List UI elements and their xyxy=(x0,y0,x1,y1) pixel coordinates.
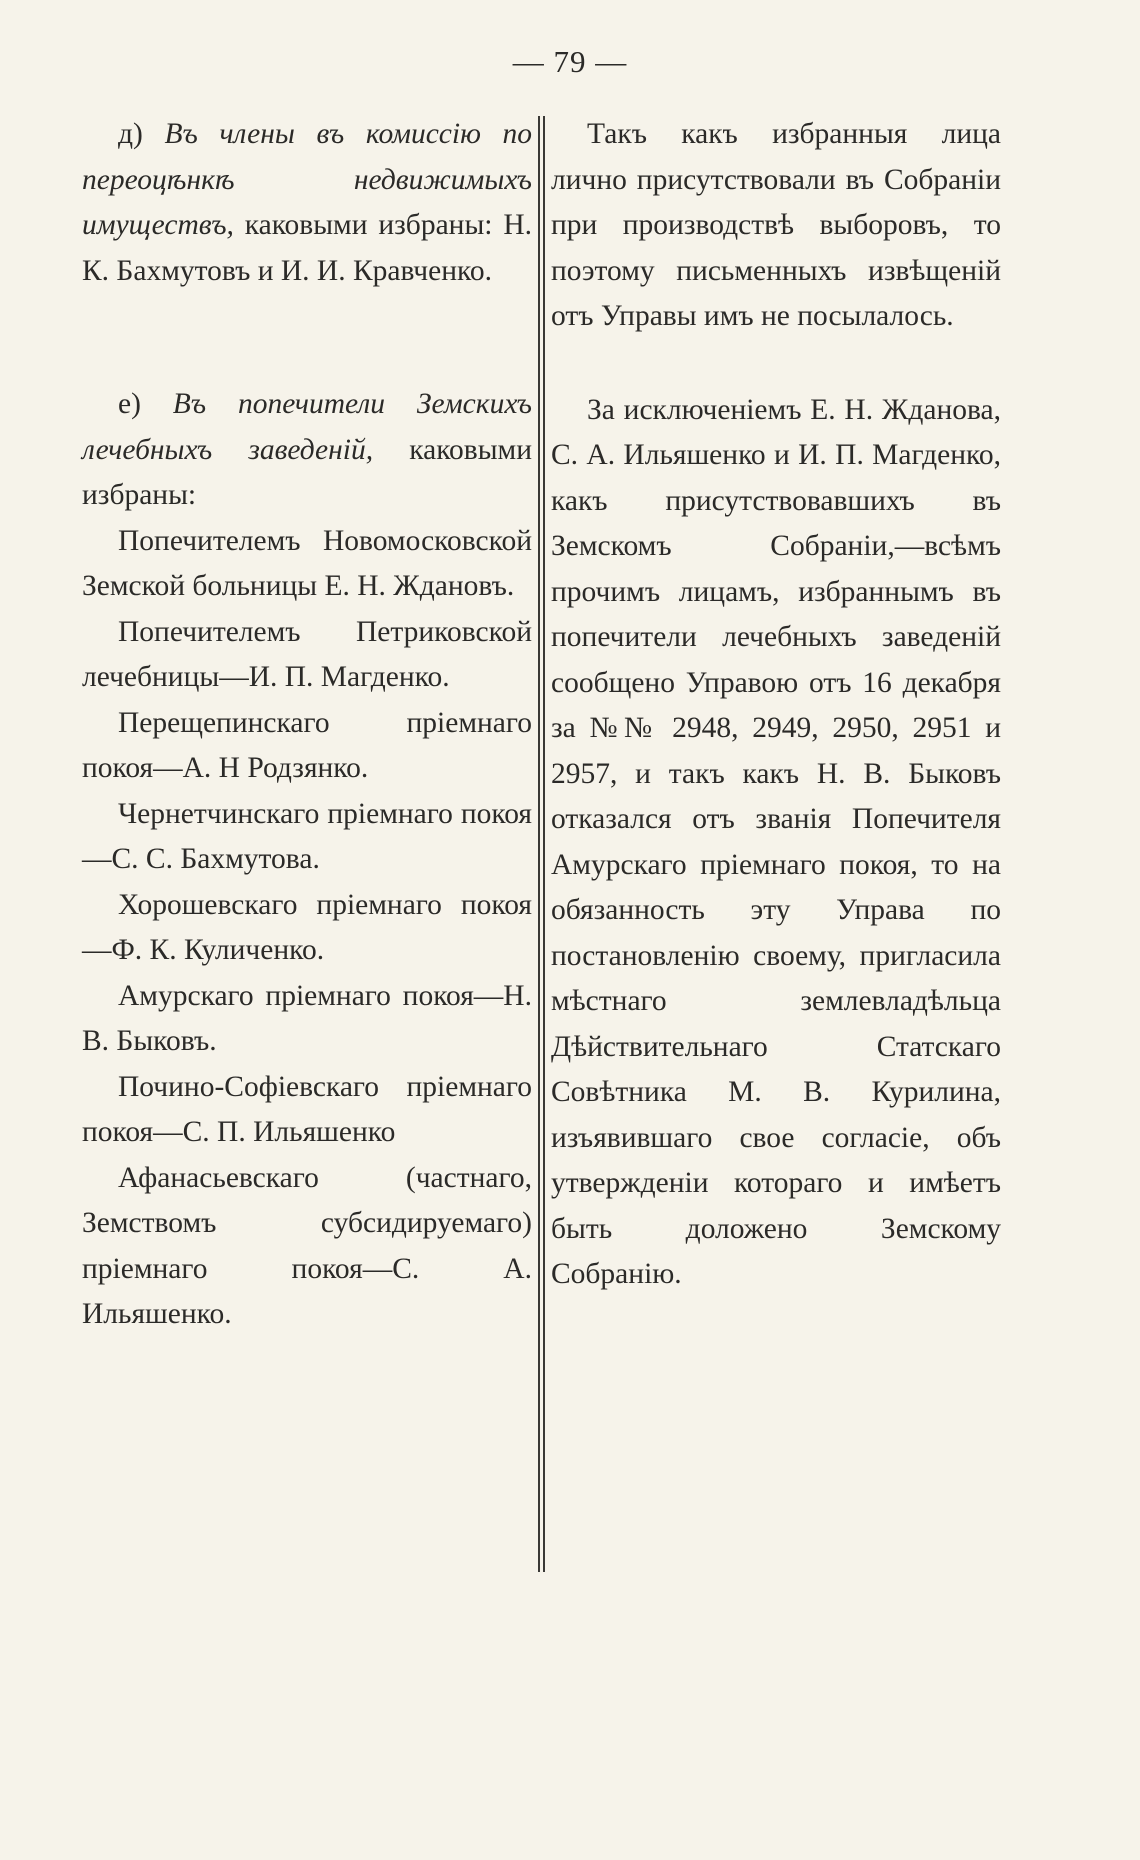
paragraph: За исключеніемъ Е. Н. Жданова, С. А. Ильяшенко и И. П. Магденко, какъ присутствовавшихъ въ Земскомъ Собраніи,—всѣмъ прочимъ лицамъ, избраннымъ въ попечители лечебныхъ заведеній сообщено Управою отъ 16 декабря за №№ 2948, 2949, 2950, 2951 и 2957, и такъ какъ Н. В. Быковъ отказался отъ званія Попечителя Амурскаго пріемнаго покоя, то на обязанность эту Управа по постановленію своему, пригласила мѣстнаго землевладѣльца Дѣйствительнаго Статскаго Совѣтника М. В. Курилина, изъявившаго свое согласіе, объ утвержденіи котораго и имѣетъ быть доложено Земскому Собранію. xyxy=(551,393,1001,1290)
item-e-heading: Въ попечители Земскихъ лечебныхъ заведеній, xyxy=(82,388,532,466)
left-column xyxy=(82,112,532,1338)
entry: Почино-Софіевскаго пріемнаго покоя—С. П. Ильяшенко xyxy=(82,1070,532,1148)
column-divider xyxy=(543,116,545,1572)
entry: Перещепинскаго пріемнаго покоя—А. Н Родзянко. xyxy=(82,706,532,784)
entry: Афанасьевскаго (частнаго, Земствомъ субсидируемаго) пріемнаго покоя—С. А. Ильяшенко. xyxy=(82,1161,532,1330)
entry: Попечителемъ Новомосковской Земской больницы Е. Н. Ждановъ. xyxy=(82,524,532,602)
item-e-marker: е) xyxy=(118,388,141,420)
entry: Хорошевскаго пріемнаго покоя—Ф. К. Куличенко. xyxy=(82,888,532,966)
paragraph: Такъ какъ избранныя лица лично присутствовали въ Собраніи при производствѣ выборовъ, то поэтому письменныхъ извѣщеній отъ Управы имъ не посылалось. xyxy=(551,118,1001,332)
item-e xyxy=(82,382,532,519)
item-d-text: каковыми избраны: Н. К. Бахмутовъ и И. И. Кравченко. xyxy=(82,209,532,287)
entry: Амурскаго пріемнаго покоя—Н. В. Быковъ. xyxy=(82,979,532,1057)
right-column xyxy=(551,112,1001,1298)
item-d-heading: Въ члены въ комиссію по переоцѣнкѣ недвижимыхъ имуществъ, xyxy=(82,118,533,241)
entry: Чернетчинскаго пріемнаго покоя—С. С. Бахмутова. xyxy=(82,797,532,875)
entry: Попечителемъ Петриковской лечебницы—И. П. Магденко. xyxy=(82,615,532,693)
item-d-marker: д) xyxy=(118,118,143,150)
item-d xyxy=(82,112,532,294)
item-e-text: каковыми избраны: xyxy=(82,433,532,511)
column-divider xyxy=(538,116,540,1572)
page-number: — 79 — xyxy=(512,44,628,79)
